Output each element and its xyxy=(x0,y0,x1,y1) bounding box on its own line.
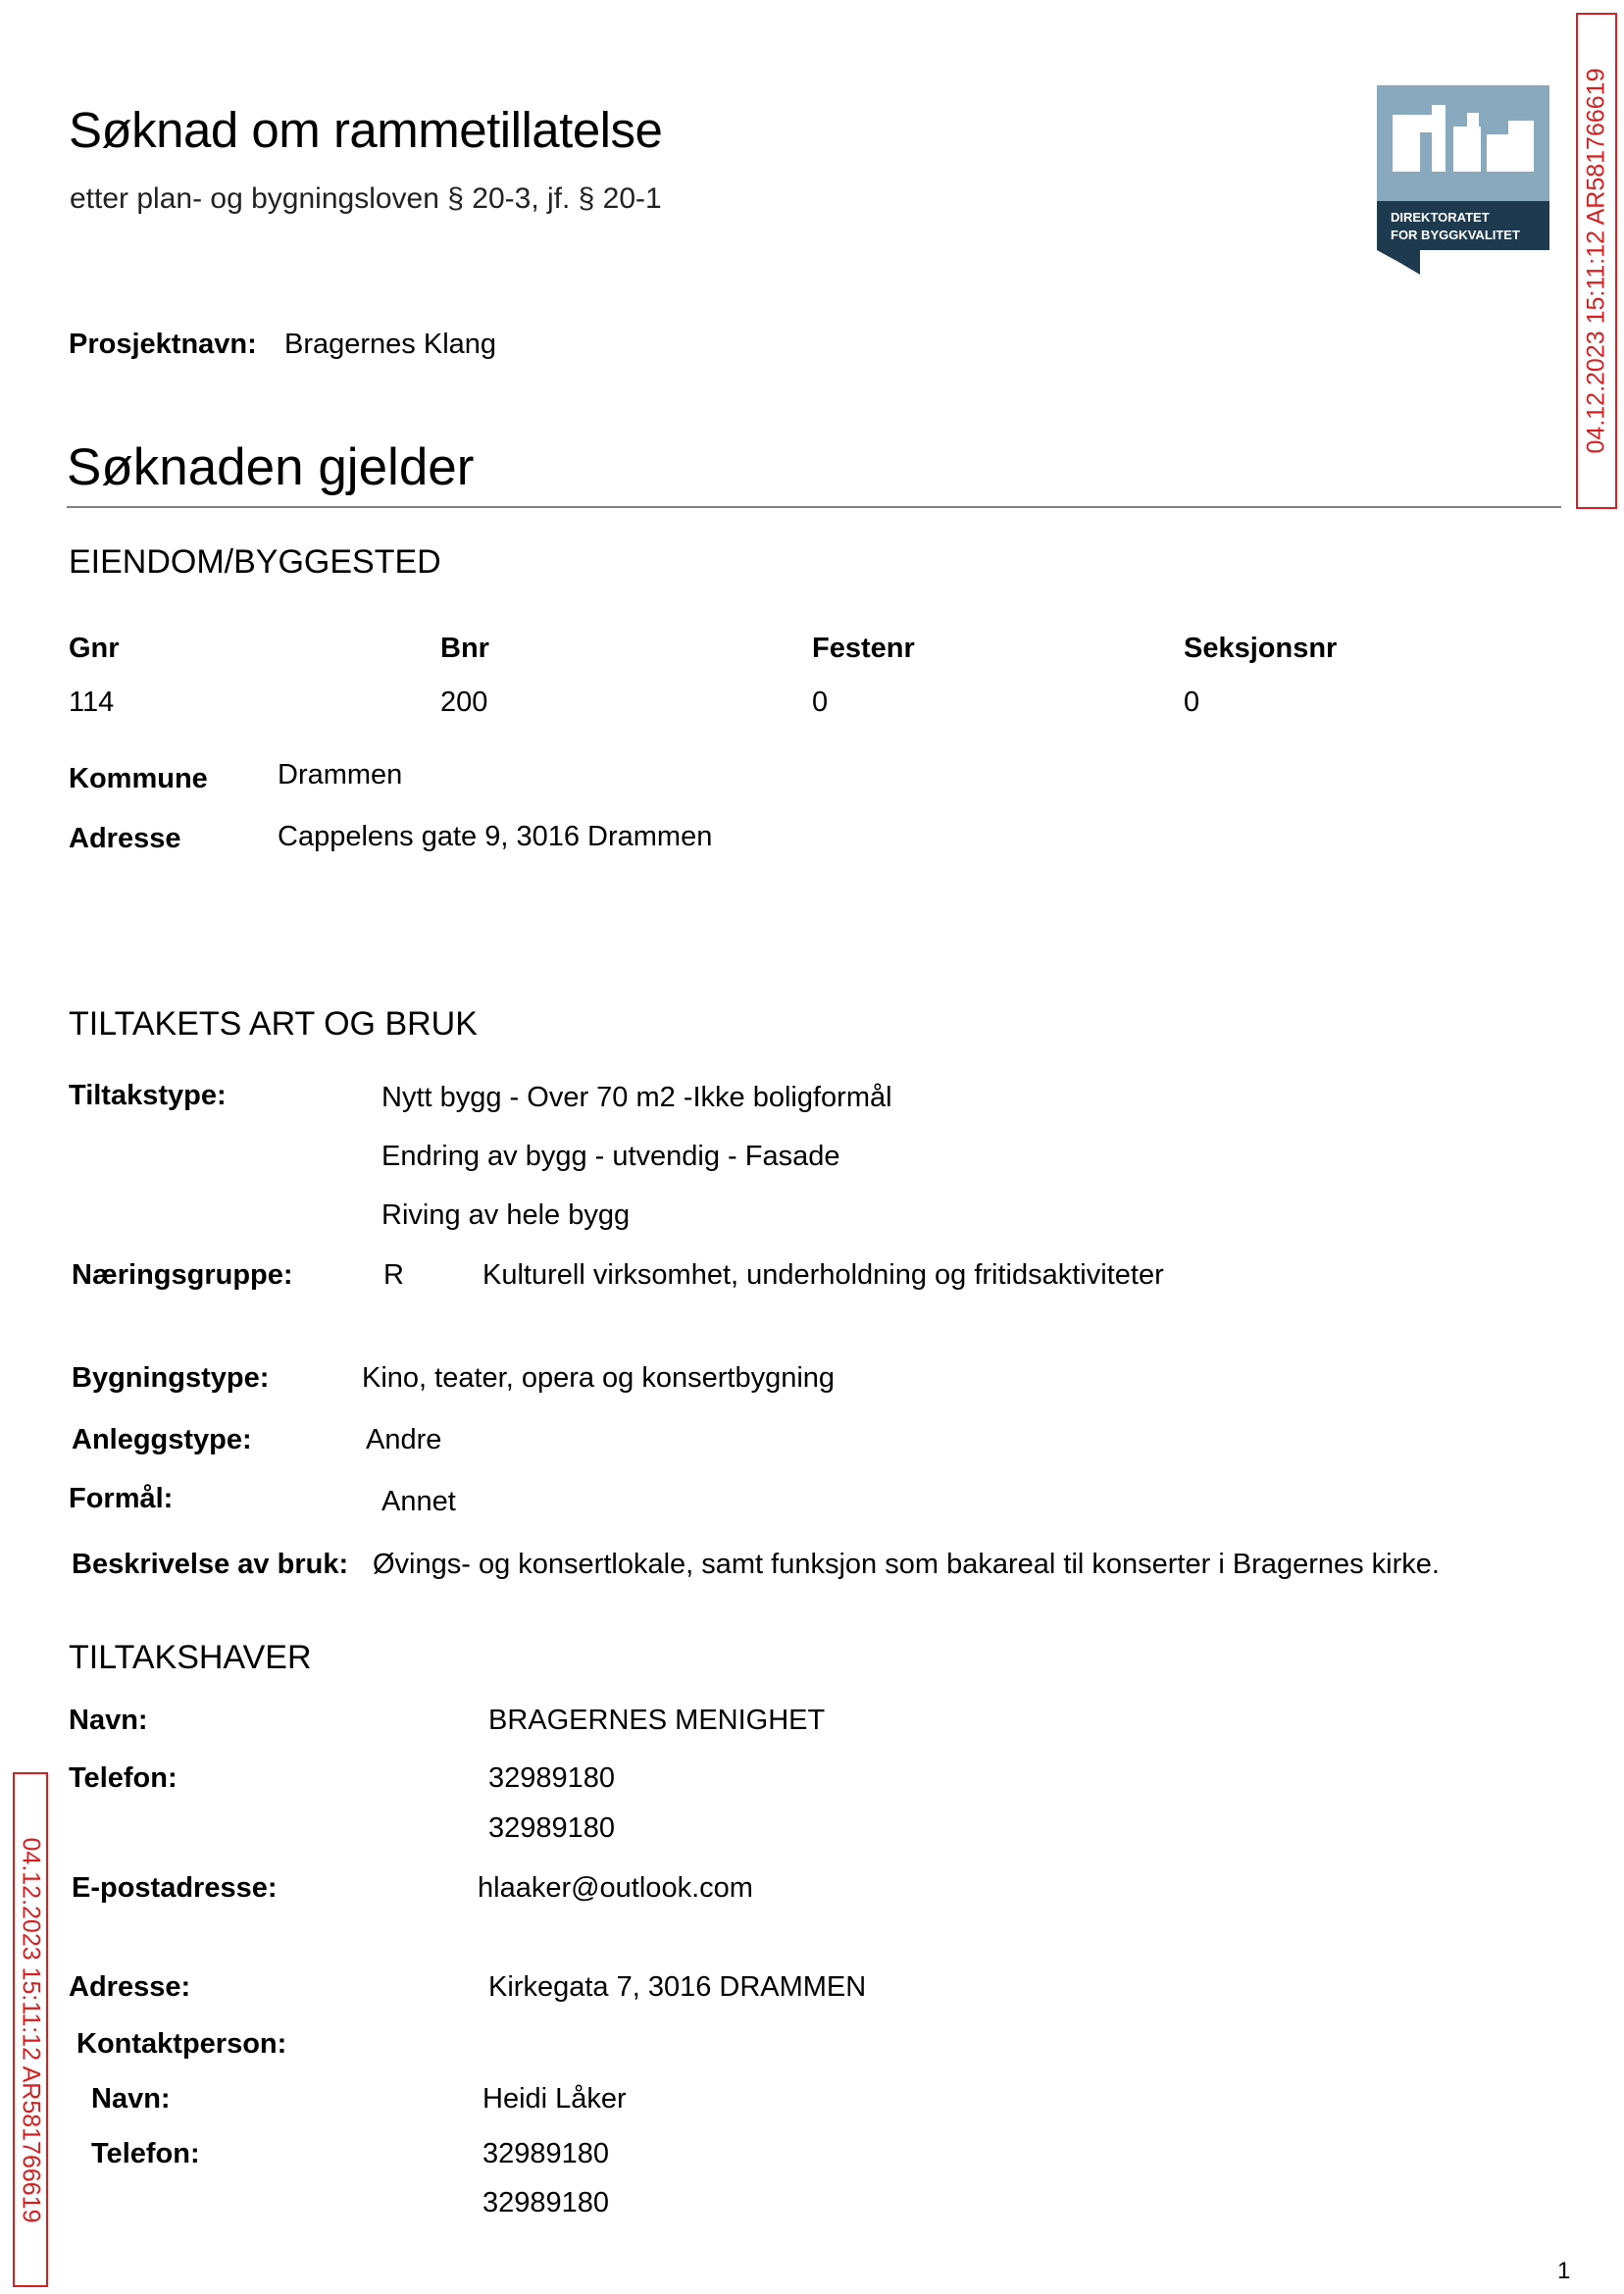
tiltakshaver-navn-value: BRAGERNES MENIGHET xyxy=(488,1705,826,1736)
logo-text-line2: FOR BYGGKVALITET xyxy=(1391,228,1520,242)
tiltakstype-item: Endring av bygg - utvendig - Fasade xyxy=(381,1141,840,1172)
logo-text-line1: DIREKTORATET xyxy=(1391,210,1490,225)
naeringsgruppe-value: Kulturell virksomhet, underholdning og fritidsaktiviteter xyxy=(482,1259,1164,1291)
naeringsgruppe-code: R xyxy=(383,1259,404,1291)
formal-label: Formål: xyxy=(69,1483,174,1514)
anleggstype-value: Andre xyxy=(366,1424,442,1455)
tiltakshaver-heading: TILTAKSHAVER xyxy=(69,1639,312,1676)
naeringsgruppe-label: Næringsgruppe: xyxy=(72,1259,293,1291)
seksjonsnr-label: Seksjonsnr xyxy=(1184,633,1338,664)
kontakt-telefon-value: 32989180 xyxy=(482,2138,610,2169)
document-subtitle: etter plan- og bygningsloven § 20-3, jf. § 20-1 xyxy=(70,182,662,215)
tiltakshaver-adresse-label: Adresse: xyxy=(69,1971,191,2003)
bygningstype-label: Bygningstype: xyxy=(72,1362,270,1394)
dibk-logo xyxy=(1377,85,1549,275)
page-number: 1 xyxy=(1557,2258,1571,2284)
tiltakshaver-telefon-value: 32989180 xyxy=(488,1762,616,1794)
epost-label: E-postadresse: xyxy=(72,1872,278,1904)
document-title: Søknad om rammetillatelse xyxy=(69,102,663,158)
property-heading: EIENDOM/BYGGESTED xyxy=(69,543,441,581)
kontakt-telefon-value: 32989180 xyxy=(482,2187,610,2218)
tiltakshaver-adresse-value: Kirkegata 7, 3016 DRAMMEN xyxy=(488,1971,867,2003)
kontakt-navn-value: Heidi Låker xyxy=(482,2083,627,2115)
festenr-label: Festenr xyxy=(812,633,915,664)
bnr-value: 200 xyxy=(440,687,488,718)
receipt-stamp-right xyxy=(1576,13,1617,509)
tiltakstype-item: Nytt bygg - Over 70 m2 -Ikke boligformål xyxy=(381,1082,892,1113)
project-label: Prosjektnavn: xyxy=(69,329,257,360)
logo-graphic xyxy=(1377,85,1549,275)
tiltakstype-label: Tiltakstype: xyxy=(69,1080,227,1111)
receipt-stamp-left-text: 04.12.2023 15:11:12 AR581766619 xyxy=(17,1837,45,2222)
kommune-value: Drammen xyxy=(278,759,403,790)
adresse-label: Adresse xyxy=(69,823,181,854)
bnr-label: Bnr xyxy=(440,633,489,664)
receipt-stamp-right-text: 04.12.2023 15:11:12 AR581766619 xyxy=(1582,68,1610,454)
tiltakshaver-telefon-label: Telefon: xyxy=(69,1762,178,1794)
tiltakstype-item: Riving av hele bygg xyxy=(381,1199,631,1231)
seksjonsnr-value: 0 xyxy=(1184,687,1200,718)
kontakt-navn-label: Navn: xyxy=(91,2083,171,2115)
receipt-stamp-left xyxy=(13,1772,48,2287)
section-divider xyxy=(67,506,1561,508)
epost-value: hlaaker@outlook.com xyxy=(478,1872,753,1904)
kontakt-telefon-label: Telefon: xyxy=(91,2138,200,2169)
tiltak-heading: TILTAKETS ART OG BRUK xyxy=(69,1005,478,1043)
gnr-label: Gnr xyxy=(69,633,120,664)
anleggstype-label: Anleggstype: xyxy=(72,1424,252,1455)
bygningstype-value: Kino, teater, opera og konsertbygning xyxy=(362,1362,836,1394)
tiltakshaver-telefon-value: 32989180 xyxy=(488,1812,616,1844)
kommune-label: Kommune xyxy=(69,763,208,794)
section-title: Søknaden gjelder xyxy=(67,438,475,496)
project-value: Bragernes Klang xyxy=(284,329,497,360)
adresse-value: Cappelens gate 9, 3016 Drammen xyxy=(278,821,713,852)
formal-value: Annet xyxy=(381,1486,456,1517)
beskrivelse-label: Beskrivelse av bruk: xyxy=(72,1549,349,1580)
beskrivelse-value: Øvings- og konsertlokale, samt funksjon som bakareal til konserter i Bragernes kirke. xyxy=(373,1549,1440,1580)
gnr-value: 114 xyxy=(69,687,115,718)
festenr-value: 0 xyxy=(812,687,829,718)
tiltakshaver-navn-label: Navn: xyxy=(69,1705,148,1736)
kontaktperson-label: Kontaktperson: xyxy=(76,2028,287,2060)
